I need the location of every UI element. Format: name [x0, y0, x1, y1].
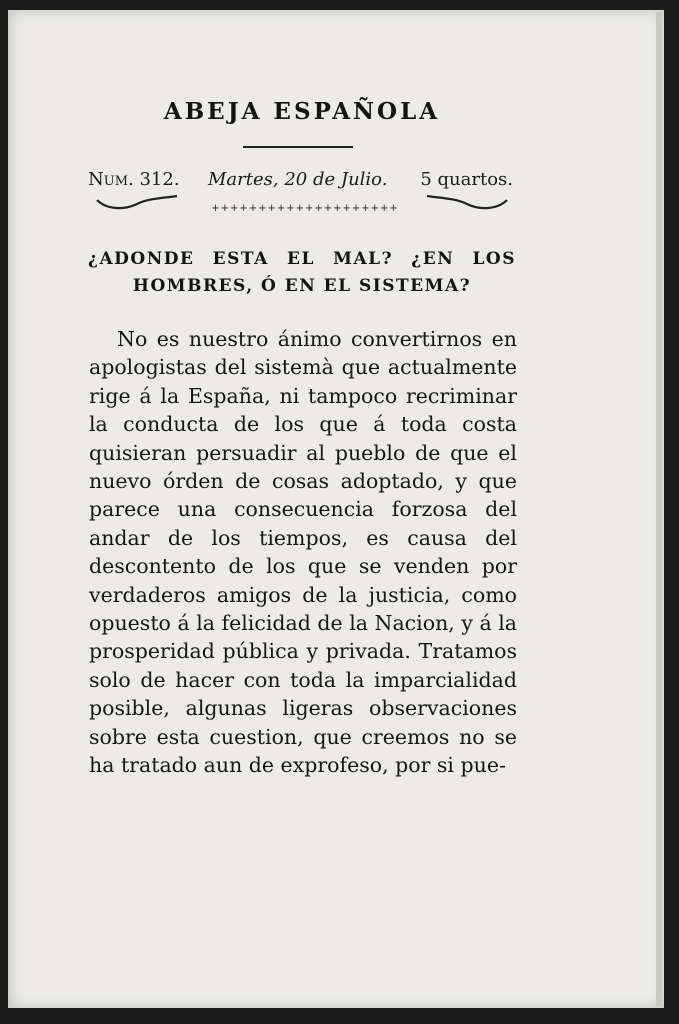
swash-ornament-left-icon [95, 194, 179, 212]
article-headline: ¿ADONDE ESTA EL MAL? ¿EN LOS HOMBRES, Ó EN EL SISTEMA? [88, 249, 516, 296]
masthead-title: ABEJA ESPAÑOLA [163, 98, 441, 125]
masthead-rule [243, 146, 353, 148]
issue-number: Num. 312. [88, 169, 180, 190]
issue-price: 5 quartos. [420, 169, 513, 190]
ornament-line: ++++++++++++++++++++ [211, 203, 399, 214]
article-paragraph: No es nuestro ánimo convertirnos en apologistas del sistemà que actualmente rige á la España, ni tampoco recriminar la conducta de los que á toda costa quisieran persuadir al pueblo de que el nuevo órden de cosas adoptado, y que parece una consecuencia forzosa del andar de los tiempos, es causa del descontento de los que se venden por verdaderos amigos de la justicia, como opuesto á la felicidad de la Nacion, y á la prosperidad pública y privada. Tratamos solo de hacer con toda la imparcialidad posible, algunas ligeras observaciones sobre esta cuestion, que creemos no se ha tratado aun de exprofeso, por si pue- [89, 327, 517, 778]
page-edge [656, 12, 662, 1006]
issue-date: Martes, 20 de Julio. [208, 169, 388, 190]
article-body [89, 325, 517, 780]
swash-ornament-right-icon [425, 194, 509, 212]
